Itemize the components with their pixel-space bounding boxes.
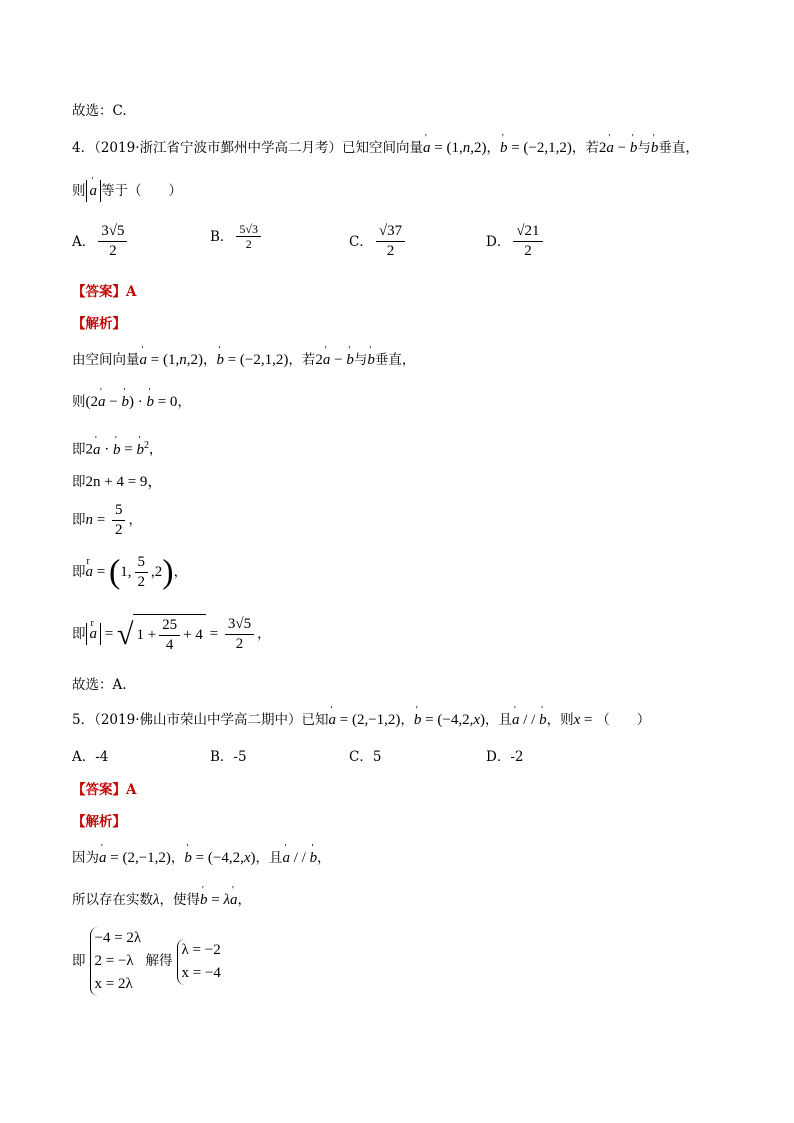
q4-solution-step2: 则(2' a − ' b) · ' b = 0， — [72, 392, 191, 412]
q5-option-d: D． -2 — [486, 749, 524, 765]
q4-solution-step6: 即r a = (1, $\frac{5}{2}$ ,2)， — [72, 552, 187, 592]
vector-b: ' b — [500, 138, 508, 158]
q4-option-a — [72, 222, 130, 261]
q4-analysis-heading: 【解析】 — [72, 316, 126, 332]
option-fraction: $\frac{3√5}{2}$ — [98, 222, 127, 261]
option-label: D． — [486, 233, 511, 250]
q4-line2-prefix: 则 — [72, 183, 86, 199]
q5-solution-step3: 即 −4 = 2λ 2 = −λ x = 2λ 解得 λ = −2 x = −4 — [72, 925, 221, 997]
q5-analysis-heading: 【解析】 — [72, 814, 126, 830]
q4-option-b — [210, 222, 264, 251]
q5-stem: 5．（2019·佛山市荣山中学高二期中）已知' a = (2,−1,2)，' b = (−4,2,x)，且' a / / ' b，则x = （ ） — [72, 710, 650, 730]
q5-number: 5． — [72, 712, 95, 728]
q4-text1: 已知空间向量 — [342, 140, 423, 156]
q5-source: （2019·佛山市荣山中学高二期中） — [94, 712, 302, 728]
q5-options — [72, 747, 632, 769]
q4-final-choice: 故选：A. — [72, 677, 127, 693]
solution-system: λ = −2 x = −4 — [177, 939, 221, 985]
q4-stem-line1: 4．（2019·浙江省宁波市鄞州中学高二月考）已知空间向量' a = (1,n,2)，' b = (−2,1,2)，若2' a − ' b与' b垂直， — [72, 138, 699, 158]
prev-choice: 故选：C. — [72, 103, 127, 119]
solve-label: 解得 — [145, 953, 173, 969]
option-label: A． — [72, 233, 96, 250]
q4-answer: 【答案】A — [72, 284, 137, 300]
abs-vector-a: ' a — [86, 180, 102, 202]
q5-option-b: B． -5 — [210, 749, 247, 765]
q4-line2-suffix: 等于（ ） — [101, 183, 182, 199]
option-fraction: $\frac{√21}{2}$ — [513, 222, 542, 261]
q4-source: （2019·浙江省宁波市鄞州中学高二月考） — [94, 140, 342, 156]
q4-text2: ，若 — [571, 140, 599, 156]
q4-option-c — [349, 222, 408, 261]
q5-answer: 【答案】A — [72, 782, 137, 798]
option-label: B． — [210, 228, 234, 245]
q5-option-c: C． 5 — [349, 749, 382, 765]
q4-stem-line2 — [72, 180, 182, 202]
q5-option-a: A． -4 — [72, 749, 109, 765]
vector-a: ' a — [423, 138, 431, 158]
q4-solution-step5: 即n = $\frac{5}{2}$ ， — [72, 502, 142, 538]
q4-number: 4． — [72, 140, 95, 156]
option-fraction: $\frac{5√3}{2}$ — [236, 222, 261, 251]
option-fraction: $\frac{√37}{2}$ — [376, 222, 405, 261]
q4-solution-step3: 即2' a · ' b = ' $b^2$， — [72, 436, 162, 460]
q5-solution-step2: 所以存在实数λ，使得' b = λ' a， — [72, 890, 251, 910]
q4-solution-step7: 即r a = √ 1 + $\frac{25}{4}$ + 4 = $\frac{3√5}{2}$ ， — [72, 614, 271, 655]
q4-text4: 垂直， — [658, 140, 699, 156]
q4-option-d — [486, 222, 546, 261]
q5-solution-step1: 因为' a = (2,−1,2)，' b = (−4,2,x)，且' a / / ' b， — [72, 848, 331, 868]
q4-solution-step4: 即2n + 4 = 9， — [72, 474, 163, 490]
option-label: C． — [349, 233, 373, 250]
equation-system: −4 = 2λ 2 = −λ x = 2λ — [90, 927, 142, 996]
q4-text3: 与 — [637, 140, 651, 156]
q4-solution-step1: 由空间向量' a = (1,n,2)，' b = (−2,1,2)，若2' a − ' b与' b垂直， — [72, 350, 415, 370]
q4-options — [72, 222, 632, 266]
